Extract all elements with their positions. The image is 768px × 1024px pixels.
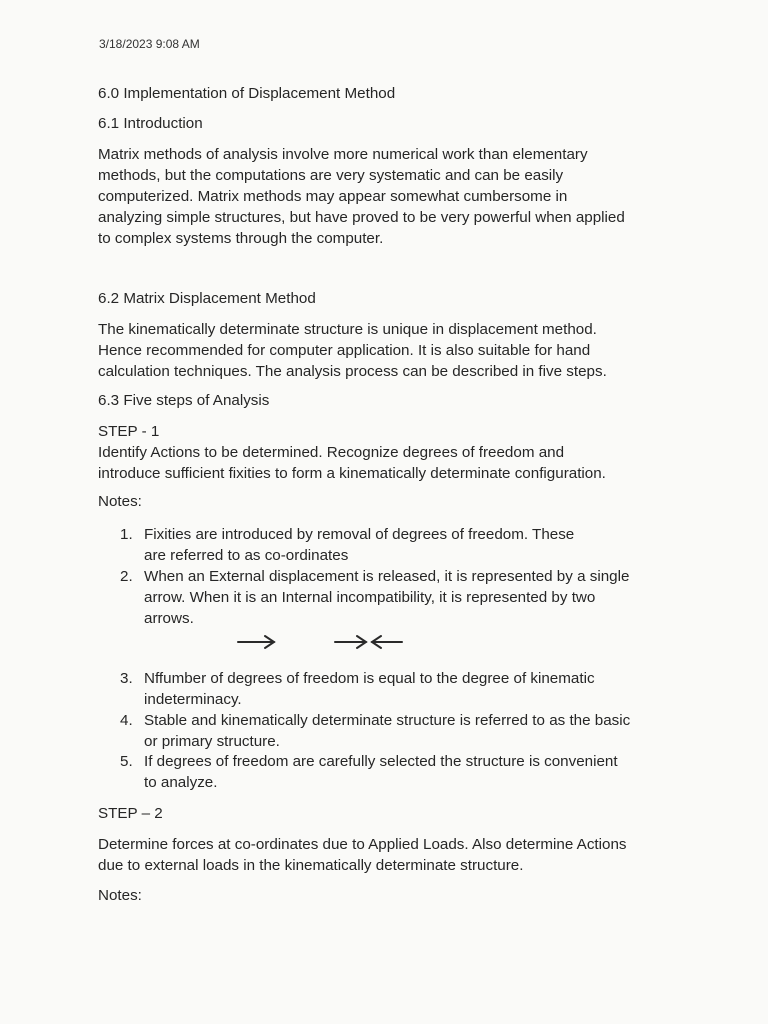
intro-paragraph — [98, 144, 698, 249]
intro-line: computerized. Matrix methods may appear somewhat cumbersome in — [98, 188, 568, 205]
heading-five-steps: 6.3 Five steps of Analysis — [98, 392, 270, 409]
note-line: or primary structure. — [144, 733, 280, 750]
step1-line: Identify Actions to be determined. Recognize degrees of freedom and — [98, 444, 565, 461]
note-line: arrows. — [144, 610, 194, 627]
note-line: Nffumber of degrees of freedom is equal to the degree of kinematic — [144, 670, 595, 687]
intro-line: to complex systems through the computer. — [98, 230, 384, 247]
step1-paragraph — [98, 442, 698, 484]
matrix-line: calculation techniques. The analysis process can be described in five steps. — [98, 363, 607, 380]
matrix-paragraph — [98, 319, 698, 382]
note-number: 1. — [120, 526, 133, 543]
step2-paragraph — [98, 834, 698, 876]
notes-label-2: Notes: — [98, 887, 142, 904]
note-line: are referred to as co-ordinates — [144, 547, 349, 564]
step1-title: STEP - 1 — [98, 423, 160, 440]
print-timestamp: 3/18/2023 9:08 AM — [99, 37, 200, 51]
step1-line: introduce sufficient fixities to form a kinematically determinate configuration. — [98, 465, 606, 482]
matrix-line: The kinematically determinate structure is unique in displacement method. — [98, 321, 597, 338]
note-number: 2. — [120, 568, 133, 585]
single-arrow-icon — [238, 636, 274, 648]
heading-matrix-displacement: 6.2 Matrix Displacement Method — [98, 290, 316, 307]
note-number: 3. — [120, 670, 133, 687]
step2-title: STEP – 2 — [98, 805, 163, 822]
note-line: If degrees of freedom are carefully selected the structure is convenient — [144, 753, 618, 770]
intro-line: analyzing simple structures, but have proved to be very powerful when applied — [98, 209, 625, 226]
double-arrow-icon — [335, 636, 402, 648]
note-line: indeterminacy. — [144, 691, 242, 708]
matrix-line: Hence recommended for computer application. It is also suitable for hand — [98, 342, 591, 359]
note-line: arrow. When it is an Internal incompatibility, it is represented by two — [144, 589, 596, 606]
intro-line: Matrix methods of analysis involve more numerical work than elementary — [98, 146, 588, 163]
note-line: to analyze. — [144, 774, 218, 791]
heading-implementation: 6.0 Implementation of Displacement Method — [98, 85, 396, 102]
heading-introduction: 6.1 Introduction — [98, 115, 203, 132]
note-line: Fixities are introduced by removal of degrees of freedom. These — [144, 526, 575, 543]
arrow-illustration — [232, 630, 432, 654]
notes-label: Notes: — [98, 493, 142, 510]
note-number: 4. — [120, 712, 133, 729]
note-number: 5. — [120, 753, 133, 770]
note-line: Stable and kinematically determinate structure is referred to as the basic — [144, 712, 631, 729]
step2-line: due to external loads in the kinematically determinate structure. — [98, 857, 524, 874]
note-line: When an External displacement is released, it is represented by a single — [144, 568, 630, 585]
intro-line: methods, but the computations are very systematic and can be easily — [98, 167, 564, 184]
step2-line: Determine forces at co-ordinates due to Applied Loads. Also determine Actions — [98, 836, 627, 853]
